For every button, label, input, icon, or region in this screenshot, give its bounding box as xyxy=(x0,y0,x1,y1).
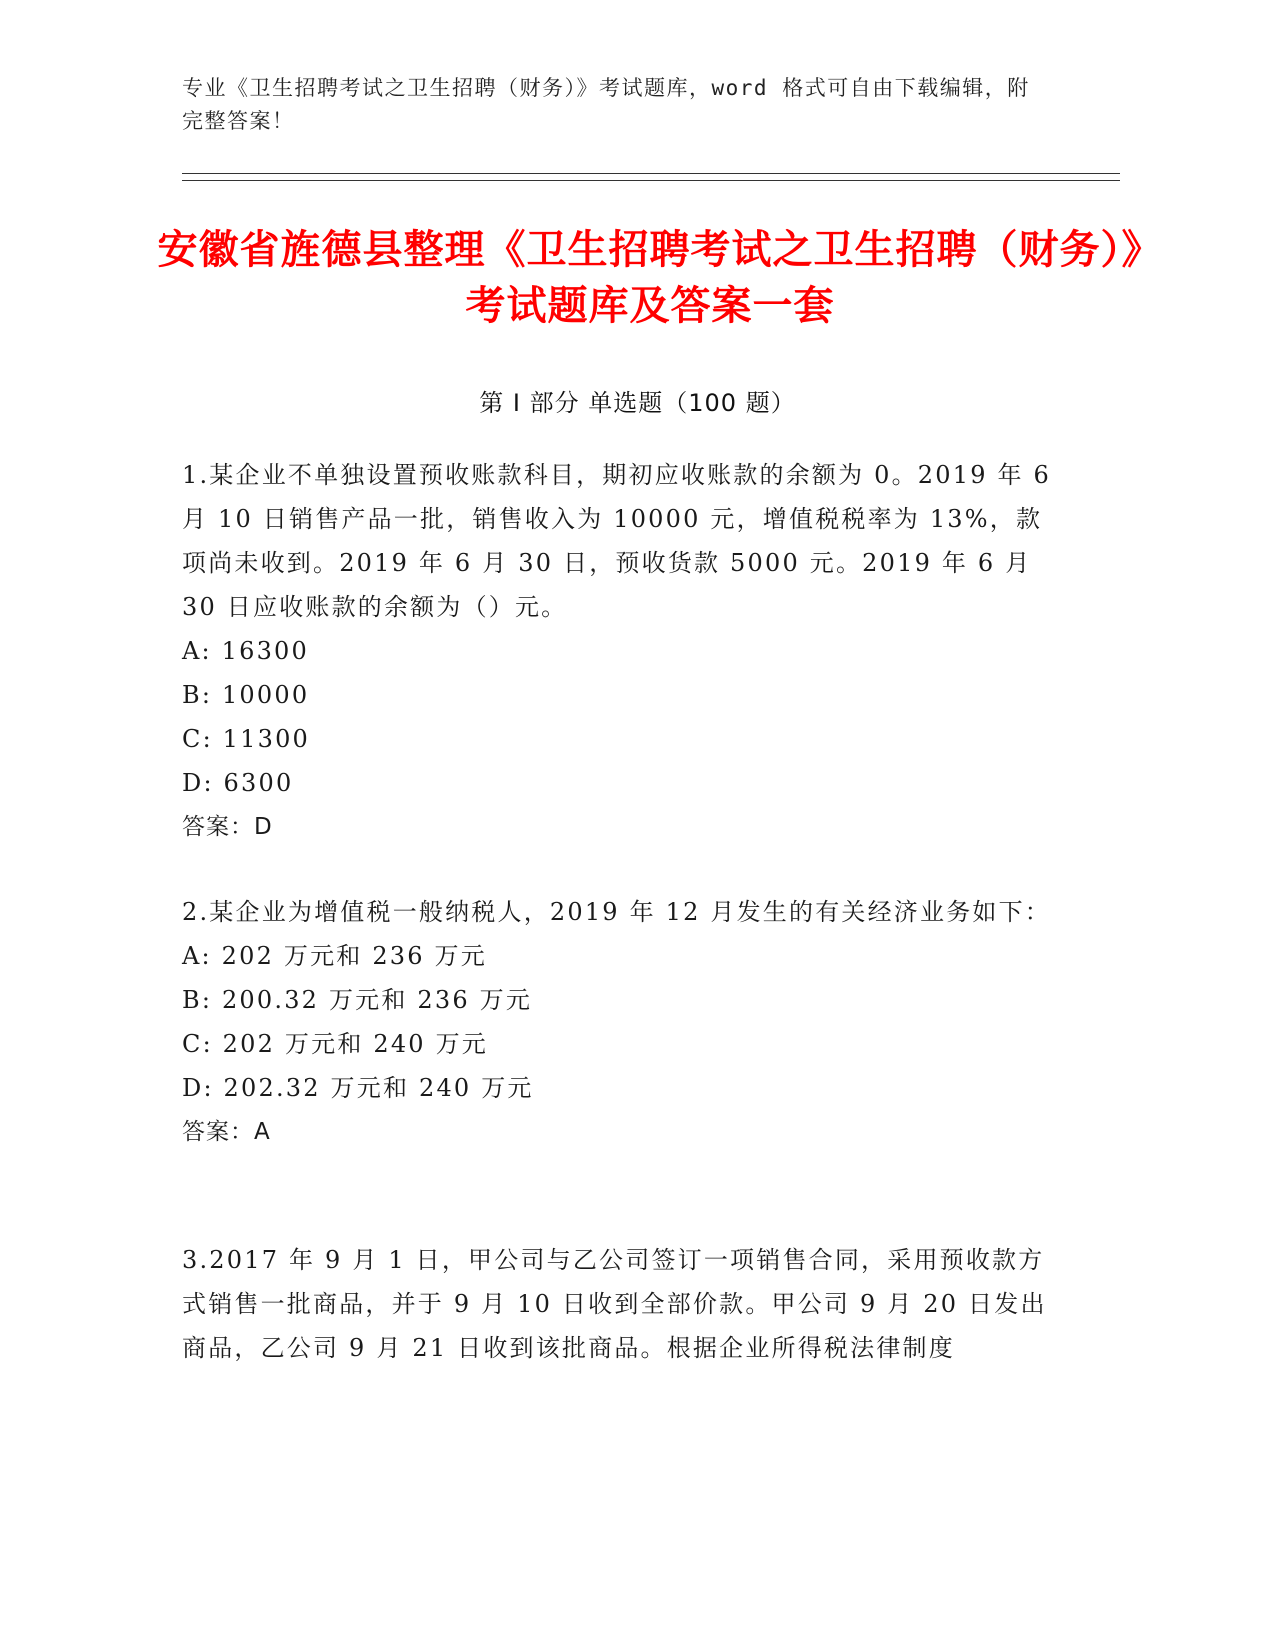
option-d: D: 202.32 万元和 240 万元 xyxy=(182,1074,534,1102)
answer: 答案：D xyxy=(182,814,273,840)
option-d: D: 6300 xyxy=(182,769,294,797)
question-1 xyxy=(182,453,1062,849)
option-b: B: 200.32 万元和 236 万元 xyxy=(182,986,533,1014)
option-c: C: 202 万元和 240 万元 xyxy=(182,1030,488,1058)
question-stem: 1.某企业不单独设置预收账款科目，期初应收账款的余额为 0。2019 年 6 月 10 日销售产品一批，销售收入为 10000 元，增值税税率为 13%，款项尚未收到。2019 年 6 月 30 日，预收货款 5000 元。2019 年 6 月 30 日应收账款的余额为（）元。 xyxy=(182,461,1052,621)
option-c: C: 11300 xyxy=(182,725,311,753)
option-b: B: 10000 xyxy=(182,681,310,709)
question-2 xyxy=(182,890,1062,1154)
option-a: A: 16300 xyxy=(182,637,309,665)
question-stem: 2.某企业为增值税一般纳税人，2019 年 12 月发生的有关经济业务如下： xyxy=(182,898,1052,926)
section-heading: 第 I 部分 单选题（100 题） xyxy=(479,389,796,417)
document-title: 安徽省旌德县整理《卫生招聘考试之卫生招聘（财务）》考试题库及答案一套 xyxy=(157,227,1143,329)
header-rule-thin xyxy=(182,180,1120,181)
option-a: A: 202 万元和 236 万元 xyxy=(182,942,487,970)
header-note: 专业《卫生招聘考试之卫生招聘（财务）》考试题库，word 格式可自由下载编辑，附完整答案！ xyxy=(182,76,1030,133)
answer: 答案：A xyxy=(182,1119,271,1145)
header-rule-thick xyxy=(182,173,1120,174)
question-stem: 3.2017 年 9 月 1 日，甲公司与乙公司签订一项销售合同，采用预收款方式销售一批商品，并于 9 月 10 日收到全部价款。甲公司 9 月 20 日发出商品，乙公司 9 月 21 日收到该批商品。根据企业所得税法律制度 xyxy=(182,1246,1047,1362)
question-3 xyxy=(182,1238,1062,1370)
